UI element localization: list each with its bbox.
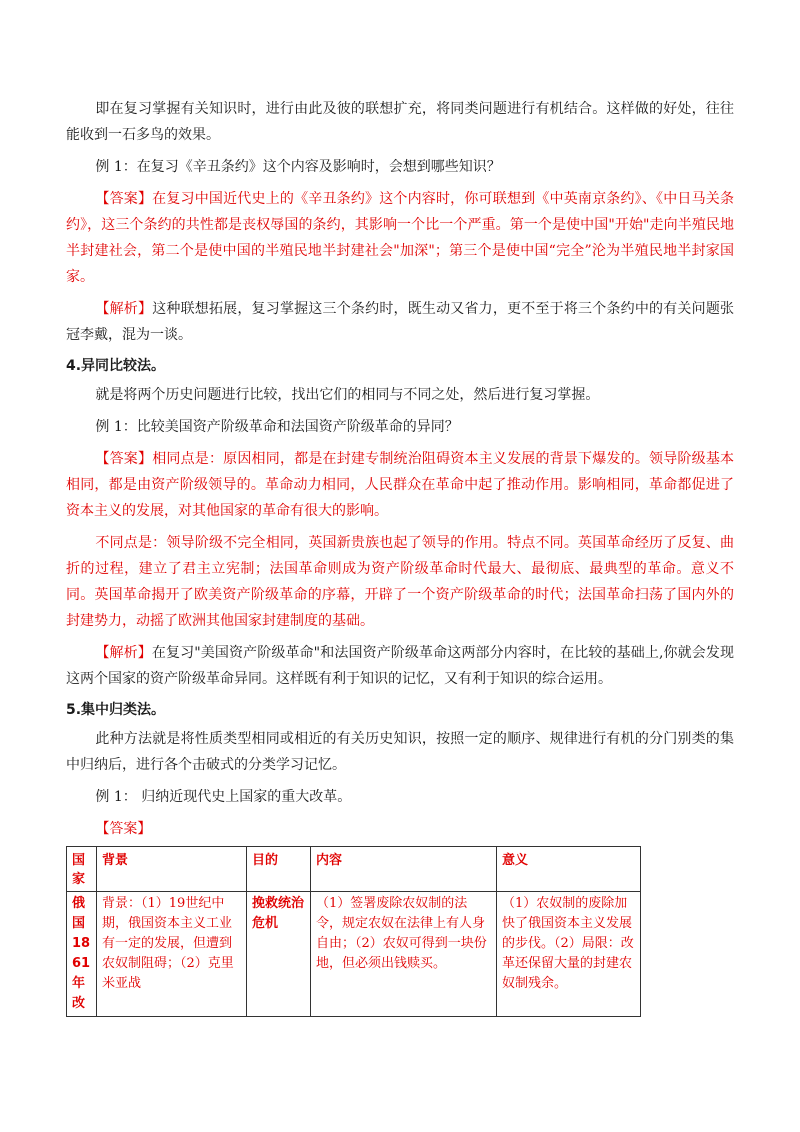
example5-answer-tag: 【答案】	[95, 821, 152, 837]
section5-paragraph: 此种方法就是将性质类型相同或相近的有关历史知识，按照一定的顺序、规律进行有机的分门别类的集中归纳后，进行各个击破式的分类学习记忆。	[66, 731, 734, 773]
example4-question: 例 1：比较美国资产阶级革命和法国资产阶级革命的异同？	[95, 419, 459, 435]
example1-analysis	[66, 296, 734, 348]
example4-answer	[66, 446, 734, 524]
example4-analysis	[66, 640, 734, 692]
cell-background: 背景：（1）19世纪中期，俄国资本主义工业有一定的发展，但遭到农奴制阻碍；（2）克里米亚战	[97, 892, 247, 1017]
example1-answer	[66, 186, 734, 290]
cell-content: （1）签署废除农奴制的法令，规定农奴在法律上有人身自由；（2）农奴可得到一块份地，但必须出钱赎买。	[311, 892, 497, 1017]
header-significance: 意义	[497, 847, 641, 892]
example4-answer-differences: 不同点是：领导阶级不完全相同，英国新贵族也起了领导的作用。特点不同。英国革命经历了反复、曲折的过程，建立了君主立宪制；法国革命则成为资产阶级革命时代最大、最彻底、最典型的革命。意义不同。英国革命揭开了欧美资产阶级革命的序幕，开辟了一个资产阶级革命的时代；法国革命扫荡了国内外的封建势力，动摇了欧洲其他国家封建制度的基础。	[66, 535, 734, 629]
cell-significance: （1）农奴制的废除加快了俄国资本主义发展的步伐。（2）局限：改革还保留大量的封建农奴制残余。	[497, 892, 641, 1017]
cell-purpose: 挽救统治危机	[247, 892, 311, 1017]
example4-answer-text: 相同点是：原因相同，都是在封建专制统治阻碍资本主义发展的背景下爆发的。领导阶级基本相同，都是由资产阶级领导的。革命动力相同，人民群众在革命中起了推动作用。影响相同，革命都促进了资本主义的发展，对其他国家的革命有很大的影响。	[66, 451, 735, 519]
header-purpose: 目的	[247, 847, 311, 892]
table-header-row	[67, 847, 641, 892]
header-content: 内容	[311, 847, 497, 892]
example1-analysis-text: 这种联想拓展，复习掌握这三个条约时，既生动又省力，更不至于将三个条约中的有关问题张冠李戴，混为一谈。	[66, 301, 735, 343]
example1-answer-text: 在复习中国近代史上的《辛丑条约》这个内容时，你可联想到《中英南京条约》、《中日马关条约》，这三个条约的共性都是丧权辱国的条约，其影响一个比一个严重。第一个是使中国"开始"走向半殖民地半封建社会，第二个是使中国的半殖民地半封建社会"加深"；第三个是使中国“完全”沦为半殖民地半封家国家。	[66, 191, 734, 285]
reforms-table	[66, 846, 641, 1017]
table-row	[67, 892, 641, 1017]
example5-question: 例 1： 归纳近现代史上国家的重大改革。	[95, 789, 352, 805]
analysis-tag: 【解析】	[95, 645, 152, 661]
example4-analysis-text: 在复习"美国资产阶级革命"和法国资产阶级革命这两部分内容时，在比较的基础上,你就会发现这两个国家的资产阶级革命异同。这样既有利于知识的记忆，又有利于知识的综合运用。	[66, 645, 735, 687]
intro-paragraph: 即在复习掌握有关知识时，进行由此及彼的联想扩充，将同类问题进行有机结合。这样做的好处，往往能收到一石多鸟的效果。	[66, 101, 734, 143]
section-heading-4: 4.异同比较法。	[66, 358, 166, 374]
document-page	[66, 96, 734, 1017]
header-country: 国家	[67, 847, 97, 892]
answer-tag: 【答案】	[95, 451, 153, 467]
answer-tag: 【答案】	[95, 191, 153, 207]
example1-question: 例 1：在复习《辛丑条约》这个内容及影响时，会想到哪些知识？	[95, 159, 501, 175]
header-background: 背景	[97, 847, 247, 892]
cell-country: 俄国1861年改	[67, 892, 97, 1017]
analysis-tag: 【解析】	[95, 301, 153, 317]
section4-paragraph: 就是将两个历史问题进行比较，找出它们的相同与不同之处，然后进行复习掌握。	[95, 387, 600, 403]
section-heading-5: 5.集中归类法。	[66, 702, 166, 718]
